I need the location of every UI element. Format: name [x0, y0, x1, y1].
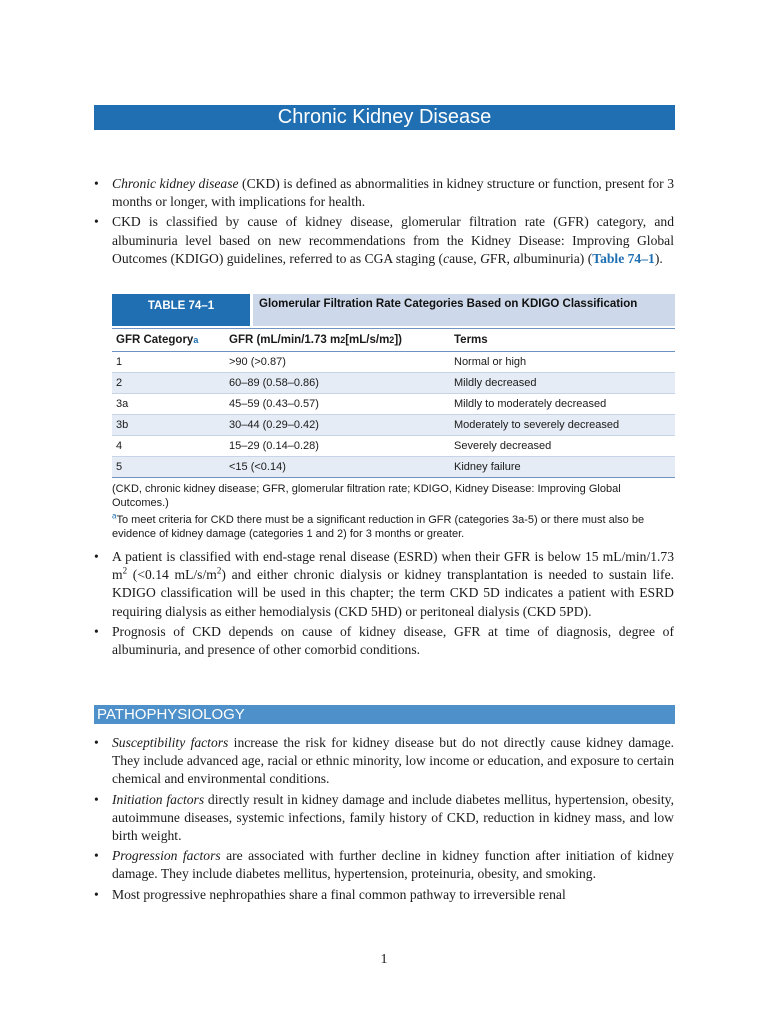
- cell-gfr: 15–29 (0.14–0.28): [229, 440, 319, 452]
- cga-g-letter: G: [480, 250, 490, 266]
- bullet-ckd-classification: [94, 213, 674, 268]
- term-initiation: Initiation factors: [112, 791, 205, 807]
- cell-terms: Mildly decreased: [454, 377, 537, 389]
- bullet-text: increase the risk for kidney disease but do not directly cause kidney damage. They include advanced age, racial or ethnic minority, low income or education, and exposure to certain chemical and environmental conditions.: [112, 735, 674, 787]
- cell-gfr: 30–44 (0.29–0.42): [229, 419, 319, 431]
- bullet-initiation: [94, 791, 674, 846]
- bullet-text: ause,: [449, 250, 481, 266]
- table-column-headers: [112, 328, 675, 352]
- bullet-prognosis: [94, 623, 674, 659]
- cell-category: 5: [116, 461, 123, 473]
- table-row: [112, 457, 675, 478]
- bullet-text: Most progressive nephropathies share a final common pathway to irreversible renal: [112, 886, 566, 902]
- cell-terms: Kidney failure: [454, 461, 521, 473]
- table-row: [112, 394, 675, 415]
- cell-category: 4: [116, 440, 123, 452]
- table-header: [112, 294, 675, 326]
- table-footnote: [112, 513, 675, 541]
- bullet-text: A patient is classified with end-stage renal disease (ESRD) when their GFR is below 15 mL/min/1.73 m: [112, 549, 674, 583]
- col-header-gfr-text: [mL/s/m: [345, 334, 390, 346]
- col-header-gfr-text: GFR (mL/min/1.73 m: [229, 334, 341, 346]
- bullet-esrd: [94, 548, 674, 621]
- term-susceptibility: Susceptibility factors: [112, 735, 229, 750]
- table-row: [112, 415, 675, 436]
- bullet-text: lbuminuria) (: [520, 250, 593, 266]
- col-header-gfr: GFR (mL/min/1.73 m 2 [mL/s/m 2 ]): [229, 334, 402, 346]
- col-header-gfr-text: ]): [394, 334, 402, 346]
- gfr-table: [112, 294, 675, 541]
- page-number: 1: [380, 952, 388, 967]
- section-heading: PATHOPHYSIOLOGY: [94, 705, 675, 724]
- cell-terms: Normal or high: [454, 356, 527, 368]
- bullet-text: directly result in kidney damage and include diabetes mellitus, hypertension, obesity, autoimmune diseases, systemic infections, family history of CKD, reduction in kidney mass, and low birth weight.: [112, 791, 674, 844]
- bullet-text: (<0.14 mL/s/m: [127, 567, 217, 583]
- esrd-bullet-list: [94, 548, 674, 661]
- bullet-text: Prognosis of CKD depends on cause of kidney disease, GFR at time of diagnosis, degree of albuminuria, and presence of other comorbid conditions.: [112, 623, 674, 658]
- bullet-nephropathies: [94, 886, 674, 904]
- bullet-text: ).: [654, 250, 663, 266]
- table-number: TABLE 74–1: [112, 294, 250, 326]
- col-header-category-text: GFR Category: [116, 334, 194, 346]
- bullet-text: are associated with further decline in kidney function after initiation of kidney damage. They include diabetes mellitus, hypertension, proteinuria, obesity, and smoking.: [112, 848, 674, 882]
- cell-category: 2: [116, 377, 123, 389]
- cell-terms: Mildly to moderately decreased: [454, 398, 607, 410]
- col-header-category: GFR Category a: [116, 334, 199, 346]
- term-progression: Progression factors: [112, 848, 221, 864]
- bullet-susceptibility: [94, 734, 674, 789]
- bullet-ckd-definition: [94, 175, 674, 211]
- table-row: [112, 352, 675, 373]
- footnote-text: To meet criteria for CKD there must be a significant reduction in GFR (categories 3a-5) or there must also be evidence of kidney damage (categories 1 and 2) for 3 months or greater.: [112, 514, 645, 540]
- chapter-title: Chronic Kidney Disease: [94, 105, 675, 130]
- table-abbreviations-note: [112, 482, 675, 510]
- bullet-text: ) and either chronic dialysis or kidney transplantation is needed to sustain life. KDIGO classification will be used in this chapter; the term CKD 5D indicates a patient with ESRD requiring dialysis as either hemodialysis (CKD 5HD) or peritoneal dialysis (CKD 5PD).: [112, 567, 674, 619]
- cga-c-letter: c: [443, 250, 450, 266]
- cell-gfr: 60–89 (0.58–0.86): [229, 377, 319, 389]
- bullet-text: CKD is classified by cause of kidney disease, glomerular filtration rate (GFR) category, and albuminuria level based on new recommendations from the Kidney Disease: Improving Global Outcomes (KDIGO) guidelines, referred to as CGA staging (: [112, 214, 674, 266]
- intro-bullet-list: [94, 175, 674, 270]
- cell-category: 3b: [116, 419, 129, 431]
- superscript: 2: [122, 565, 128, 576]
- col-header-terms: Terms: [454, 334, 488, 346]
- cell-gfr: 45–59 (0.43–0.57): [229, 398, 319, 410]
- bullet-text: (CKD) is defined as abnormalities in kidney structure or function, present for 3 months or longer, with implications for health.: [112, 176, 674, 210]
- cell-category: 3a: [116, 398, 129, 410]
- pathophysiology-bullet-list: [94, 734, 674, 906]
- footnote-marker: a: [112, 511, 117, 521]
- superscript: 2: [216, 565, 222, 576]
- table-link[interactable]: Table 74–1: [592, 250, 655, 266]
- cell-gfr: <15 (<0.14): [229, 461, 286, 473]
- cga-a-letter: a: [513, 250, 521, 266]
- table-row: [112, 373, 675, 394]
- bullet-text: FR,: [489, 250, 514, 266]
- bullet-progression: [94, 847, 674, 883]
- cell-gfr: >90 (>0.87): [229, 356, 286, 368]
- table-row: [112, 436, 675, 457]
- cell-terms: Severely decreased: [454, 440, 552, 452]
- term-ckd: Chronic kidney disease: [112, 176, 239, 191]
- cell-terms: Moderately to severely decreased: [454, 419, 620, 431]
- table-title: Glomerular Filtration Rate Categories Based on KDIGO Classification: [253, 294, 675, 326]
- cell-category: 1: [116, 356, 123, 368]
- abbreviations-text: (CKD, chronic kidney disease; GFR, glomerular filtration rate; KDIGO, Kidney Disease: Improving Global Outcomes.): [112, 483, 621, 509]
- table-body: [112, 352, 675, 478]
